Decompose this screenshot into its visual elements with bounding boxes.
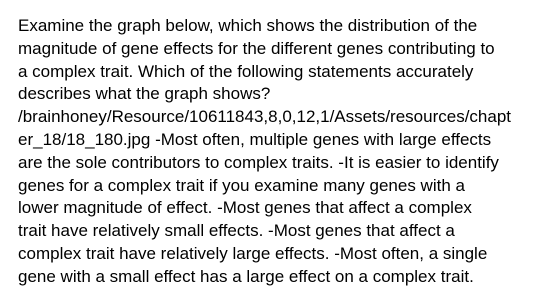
question-text: Examine the graph below, which shows the distribution of the magnitude of gene effects for the different genes contributing to a complex trait. Which of the following statements accurately describes what the graph shows? /brainhoney/Resource/10611843,8,0,12,1/Assets/resources/chapt er_18/18_180.jpg -Most often, multiple genes with large effects are the sole contributors to complex traits. -It is easier to identify genes for a complex trait if you examine many genes with a lower magnitude of effect. -Most genes that affect a complex trait have relatively small effects. -Most genes that affect a complex trait have relatively large effects. -Most often, a single gene with a small effect has a large effect on a complex trait. xyxy=(18,16,511,286)
